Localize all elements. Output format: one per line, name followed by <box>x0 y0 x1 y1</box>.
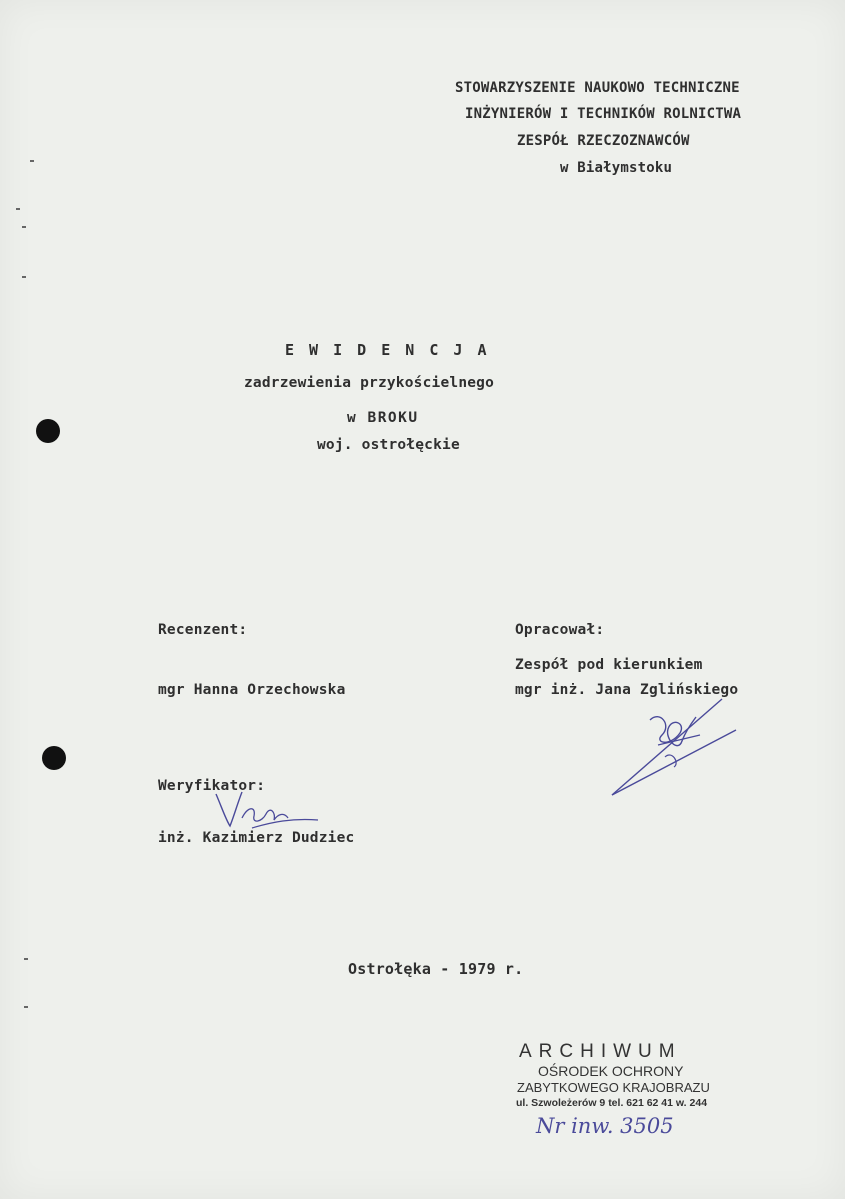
edge-mark <box>24 1006 28 1008</box>
archive-stamp-line-4: ul. Szwoleżerów 9 tel. 621 62 41 w. 244 <box>516 1097 708 1109</box>
author-line-2: mgr inż. Jana Zglińskiego <box>515 682 739 698</box>
edge-mark <box>24 958 28 960</box>
header-line-3: ZESPÓŁ RZECZOZNAWCÓW <box>517 133 690 149</box>
reviewer-name: mgr Hanna Orzechowska <box>158 682 346 698</box>
archive-stamp-title: ARCHIWUM <box>519 1041 682 1062</box>
edge-mark <box>30 160 34 162</box>
inventory-number: Nr inw. 3505 <box>536 1114 674 1138</box>
archive-stamp-line-3: ZABYTKOWEGO KRAJOBRAZU <box>517 1080 710 1095</box>
title-line-4: woj. ostrołęckie <box>317 437 460 453</box>
title-line-2: zadrzewienia przykościelnego <box>244 375 495 391</box>
archive-stamp-line-2: OŚRODEK OCHRONY <box>538 1063 684 1079</box>
edge-mark <box>16 208 20 210</box>
author-line-1: Zespół pod kierunkiem <box>515 657 703 673</box>
title-line-3: w BROKU <box>347 410 419 426</box>
punch-hole-bottom <box>42 746 66 770</box>
document-title: E W I D E N C J A <box>285 341 490 359</box>
punch-hole-top <box>36 419 60 443</box>
verifier-label: Weryfikator: <box>158 778 266 794</box>
edge-mark <box>22 276 26 278</box>
author-label: Opracował: <box>515 622 605 638</box>
verifier-signature <box>212 788 322 838</box>
verifier-name: inż. Kazimierz Dudziec <box>158 830 355 846</box>
reviewer-label: Recenzent: <box>158 622 248 638</box>
place-date: Ostrołęka - 1979 r. <box>348 960 524 978</box>
header-line-1: STOWARZYSZENIE NAUKOWO TECHNICZNE <box>455 80 740 96</box>
header-line-4: w Białymstoku <box>560 160 673 176</box>
edge-mark <box>22 226 26 228</box>
header-line-2: INŻYNIERÓW I TECHNIKÓW ROLNICTWA <box>465 106 742 122</box>
author-signature <box>610 695 740 800</box>
